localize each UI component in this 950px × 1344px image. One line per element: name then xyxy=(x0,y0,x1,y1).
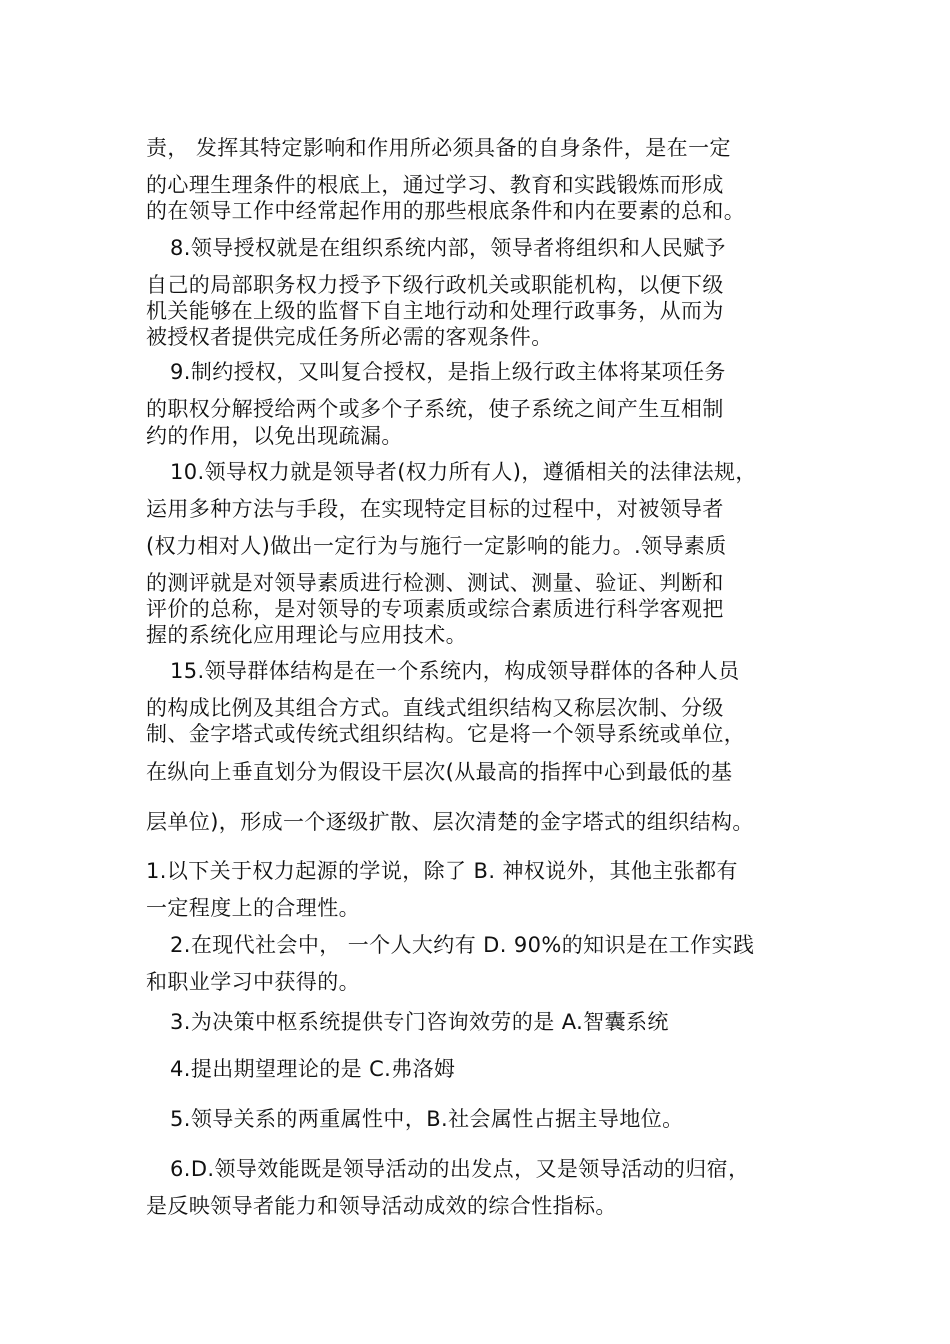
text-line: 6.D.领导效能既是领导活动的出发点，又是领导活动的归宿， xyxy=(170,1157,750,1181)
text-line: 评价的总称，是对领导的专项素质或综合素质进行科学客观把 xyxy=(146,597,724,621)
text-line: 机关能够在上级的监督下自主地行动和处理行政事务，从而为 xyxy=(146,299,724,323)
text-line: 15.领导群体结构是在一个系统内，构成领导群体的各种人员 xyxy=(170,659,740,683)
text-line: 8.领导授权就是在组织系统内部，领导者将组织和人民赋予 xyxy=(170,236,726,260)
text-line: 4.提出期望理论的是 C.弗洛姆 xyxy=(170,1057,456,1081)
text-line: 运用多种方法与手段，在实现特定目标的过程中，对被领导者 xyxy=(146,497,724,521)
text-line: 的心理生理条件的根底上，通过学习、教育和实践锻炼而形成 xyxy=(146,173,724,197)
text-line: 是反映领导者能力和领导活动成效的综合性指标。 xyxy=(146,1194,617,1218)
text-line: 9.制约授权，又叫复合授权，是指上级行政主体将某项任务 xyxy=(170,360,726,384)
text-line: 5.领导关系的两重属性中，B.社会属性占据主导地位。 xyxy=(170,1107,684,1131)
text-line: 在纵向上垂直划分为假设干层次(从最高的指挥中心到最低的基 xyxy=(146,760,733,784)
text-line: 1.以下关于权力起源的学说，除了 B. 神权说外，其他主张都有 xyxy=(146,859,738,883)
text-line: 2.在现代社会中， 一个人大约有 D. 90%的知识是在工作实践 xyxy=(170,933,755,957)
text-line: 责， 发挥其特定影响和作用所必须具备的自身条件，是在一定 xyxy=(146,136,731,160)
text-line: 的在领导工作中经常起作用的那些根底条件和内在要素的总和。 xyxy=(146,199,746,223)
text-line: 约的作用，以免出现疏漏。 xyxy=(146,424,403,448)
text-line: 制、金字塔式或传统式组织结构。它是将一个领导系统或单位， xyxy=(146,722,746,746)
text-line: 3.为决策中枢系统提供专门咨询效劳的是 A.智囊系统 xyxy=(170,1010,669,1034)
text-line: 的构成比例及其组合方式。直线式组织结构又称层次制、分级 xyxy=(146,696,724,720)
text-line: 的职权分解授给两个或多个子系统，使子系统之间产生互相制 xyxy=(146,397,724,421)
text-line: 自己的局部职务权力授予下级行政机关或职能机构，以便下级 xyxy=(146,273,724,297)
text-line: 层单位)，形成一个逐级扩散、层次清楚的金字塔式的组织结构。 xyxy=(146,810,754,834)
text-line: 被授权者提供完成任务所必需的客观条件。 xyxy=(146,325,553,349)
text-line: 的测评就是对领导素质进行检测、测试、测量、验证、判断和 xyxy=(146,571,724,595)
text-line: 握的系统化应用理论与应用技术。 xyxy=(146,623,467,647)
text-line: (权力相对人)做出一定行为与施行一定影响的能力。.领导素质 xyxy=(146,534,727,558)
text-line: 一定程度上的合理性。 xyxy=(146,896,360,920)
text-line: 和职业学习中获得的。 xyxy=(146,970,360,994)
text-line: 10.领导权力就是领导者(权力所有人)，遵循相关的法律法规， xyxy=(170,460,757,484)
